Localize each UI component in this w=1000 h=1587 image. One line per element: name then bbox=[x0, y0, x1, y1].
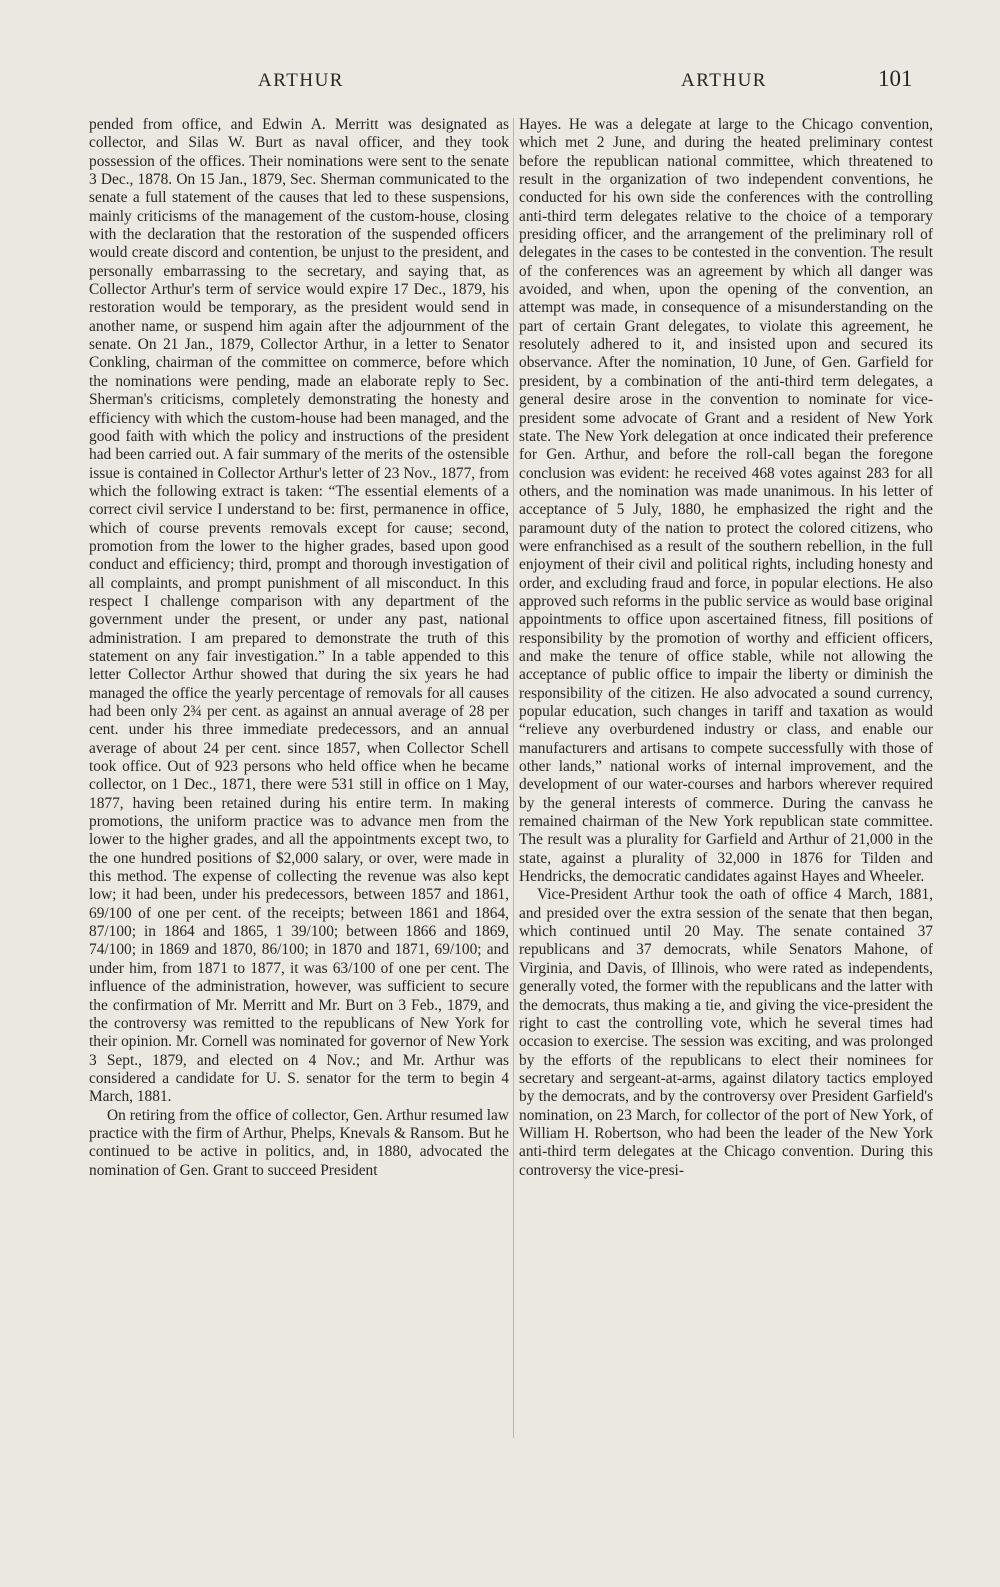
left-column bbox=[89, 116, 509, 1180]
column-divider bbox=[513, 118, 514, 1438]
left-paragraph-2: On retiring from the office of collector, Gen. Arthur resumed law practice with the firm of Arthur, Phelps, Knevals & Ransom. But he continued to be active in politics, and, in 1880, advocated the nomination of Gen. Grant to succeed President bbox=[89, 1106, 509, 1179]
right-column bbox=[519, 116, 933, 1180]
right-paragraph-2: Vice-President Arthur took the oath of office 4 March, 1881, and presided over the extra session of the senate that then began, which continued until 20 May. The senate contained 37 republicans and 37 democrats, while Senators Mahone, of Virginia, and Davis, of Illinois, who were rated as independents, generally voted, the former with the republicans and the latter with the democrats, thus making a tie, and giving the vice-president the right to cast the controlling vote, which he several times had occasion to exercise. The session was exciting, and was prolonged by the efforts of the republicans to elect their nominees for secretary and sergeant-at-arms, against dilatory tactics employed by the democrats, and by the controversy over President Garfield's nomination, on 23 March, for collector of the port of New York, of William H. Robertson, who had been the leader of the New York anti-third term delegates at the Chicago convention. During this controversy the vice-presi- bbox=[519, 886, 933, 1179]
right-running-head: ARTHUR bbox=[681, 70, 767, 91]
left-running-head: ARTHUR bbox=[258, 70, 344, 91]
right-paragraph-1: Hayes. He was a delegate at large to the Chicago convention, which met 2 June, and during the heated preliminary contest before the republican national committee, which threatened to result in the organization of two independent conventions, he conducted for his own side the conferences with the controlling anti-third term delegates relative to the choice of a temporary presiding officer, and the arrangement of the preliminary roll of delegates in the cases to be contested in the convention. The result of the conferences was an agreement by which all danger was avoided, and when, upon the opening of the convention, an attempt was made, in consequence of a misunderstanding on the part of certain Grant delegates, to violate this agreement, he resolutely adhered to it, and insisted upon and secured its observance. After the nomination, 10 June, of Gen. Garfield for president, by a combination of the anti-third term delegates, a general desire arose in the convention to nominate for vice-president some advocate of Grant and a resident of New York state. The New York delegation at once indicated their preference for Gen. Arthur, and before the roll-call began the foregone conclusion was evident: he received 468 votes against 283 for all others, and the nomination was made unanimous. In his letter of acceptance of 5 July, 1880, he emphasized the right and the paramount duty of the nation to protect the colored citizens, who were enfranchised as a result of the southern rebellion, in the full enjoyment of their civil and political rights, including honesty and order, and excluding fraud and force, in popular elections. He also approved such reforms in the public service as would base original appointments to office upon ascertained fitness, fill positions of responsibility by the promotion of worthy and efficient officers, and make the tenure of office stable, while not allowing the acceptance of public office to impair the liberty or diminish the responsibility of the citizen. He also advocated a sound currency, popular education, such changes in tariff and taxation as would “relieve any overburdened industry or class, and enable our manufacturers and artisans to compete successfully with those of other lands,” national works of internal improvement, and the development of our water-courses and harbors wherever required by the general interests of commerce. During the canvass he remained chairman of the New York republican state committee. The result was a plurality for Garfield and Arthur of 21,000 in the state, against a plurality of 32,000 in 1876 for Tilden and Hendricks, the democratic candidates against Hayes and Wheeler. bbox=[519, 116, 933, 886]
page-number: 101 bbox=[878, 66, 913, 91]
left-paragraph-1: pended from office, and Edwin A. Merritt was designated as collector, and Silas W. Burt as naval officer, and they took possession of the offices. Their nominations were sent to the senate 3 Dec., 1878. On 15 Jan., 1879, Sec. Sherman communicated to the senate a full statement of the causes that led to these suspensions, mainly criticisms of the management of the custom-house, closing with the declaration that the restoration of the suspended officers would create discord and contention, be unjust to the president, and personally embarrassing to the secretary, and saying that, as Collector Arthur's term of service would expire 17 Dec., 1879, his restoration would be temporary, as the president would send in another name, or suspend him again after the adjournment of the senate. On 21 Jan., 1879, Collector Arthur, in a letter to Senator Conkling, chairman of the committee on commerce, before which the nominations were pending, made an elaborate reply to Sec. Sherman's criticisms, completely demonstrating the honesty and efficiency with which the custom-house had been managed, and the good faith with which the policy and instructions of the president had been carried out. A fair summary of the merits of the ostensible issue is contained in Collector Arthur's letter of 23 Nov., 1877, from which the following extract is taken: “The essential elements of a correct civil service I understand to be: first, permanence in office, which of course prevents removals except for cause; second, promotion from the lower to the higher grades, based upon good conduct and efficiency; third, prompt and thorough investigation of all complaints, and prompt punishment of all misconduct. In this respect I challenge comparison with any department of the government under the present, or under any past, national administration. I am prepared to demonstrate the truth of this statement on any fair investigation.” In a table appended to this letter Collector Arthur showed that during the six years he had managed the office the yearly percentage of removals for all causes had been only 2¾ per cent. as against an annual average of 28 per cent. under his three immediate predecessors, and an annual average of about 24 per cent. since 1857, when Collector Schell took office. Out of 923 persons who held office when he became collector, on 1 Dec., 1871, there were 531 still in office on 1 May, 1877, having been retained during his entire term. In making promotions, the uniform practice was to advance men from the lower to the higher grades, and all the appointments except two, to the one hundred positions of $2,000 salary, or over, were made in this method. The expense of collecting the revenue was also kept low; it had been, under his predecessors, between 1857 and 1861, 69/100 of one per cent. of the receipts; between 1861 and 1864, 87/100; in 1864 and 1865, 1 39/100; between 1866 and 1869, 74/100; in 1869 and 1870, 86/100; in 1870 and 1871, 69/100; and under him, from 1871 to 1877, it was 63/100 of one per cent. The influence of the administration, however, was sufficient to secure the confirmation of Mr. Merritt and Mr. Burt on 3 Feb., 1879, and the controversy was remitted to the republicans of New York for their opinion. Mr. Cornell was nominated for governor of New York 3 Sept., 1879, and elected on 4 Nov.; and Mr. Arthur was considered a candidate for U. S. senator for the term to begin 4 March, 1881. bbox=[89, 116, 509, 1106]
